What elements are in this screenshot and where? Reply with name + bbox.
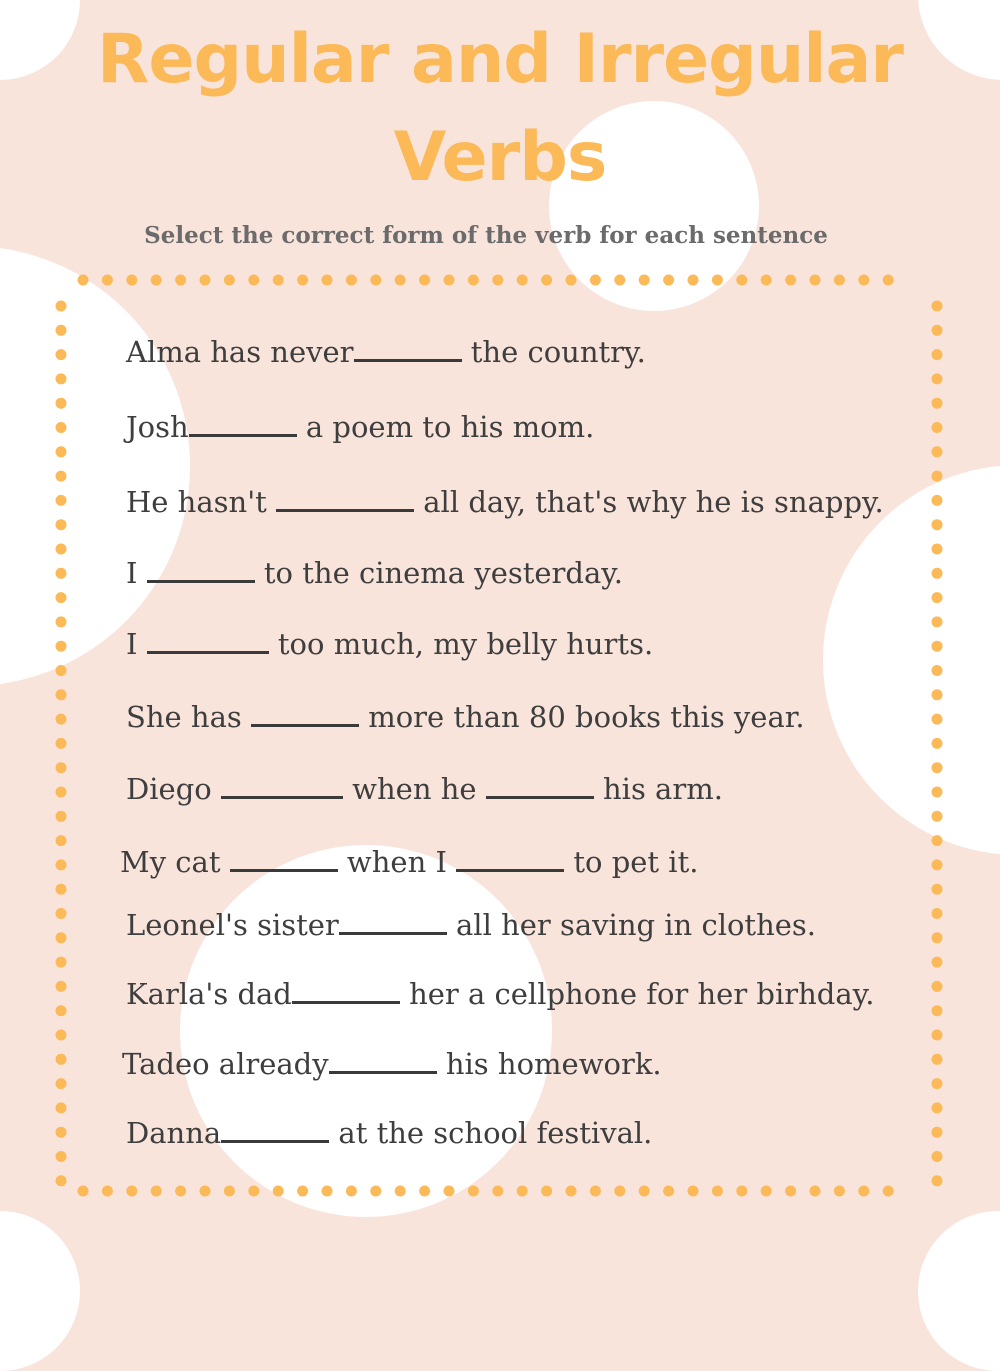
border-dot <box>517 275 528 286</box>
border-dot <box>419 275 430 286</box>
sentence-text: Karla's dad <box>126 977 292 1011</box>
answer-blank[interactable] <box>329 1047 437 1074</box>
border-dot <box>492 1186 503 1197</box>
border-dot <box>663 1186 674 1197</box>
border-dot <box>370 275 381 286</box>
sentence-12 <box>126 1116 652 1150</box>
border-dot <box>932 884 943 895</box>
border-dot <box>248 275 259 286</box>
sentence-7 <box>126 772 723 806</box>
border-dot <box>151 1186 162 1197</box>
border-dot <box>932 1078 943 1089</box>
border-dot <box>468 275 479 286</box>
border-dot <box>56 1005 67 1016</box>
border-dot <box>56 738 67 749</box>
sentence-text: I <box>126 556 147 590</box>
border-dot <box>151 275 162 286</box>
sentence-3 <box>126 485 884 519</box>
sentence-text: more than 80 books this year. <box>359 700 805 734</box>
border-dot <box>444 275 455 286</box>
sentence-text: to the cinema yesterday. <box>254 556 624 590</box>
decorative-circle <box>0 246 190 686</box>
sentence-text: to pet it. <box>564 845 699 879</box>
sentence-10 <box>126 977 874 1011</box>
decorative-circle <box>180 845 552 1217</box>
border-dot <box>858 275 869 286</box>
sentence-text: all her saving in clothes. <box>446 908 817 942</box>
border-dot <box>736 275 747 286</box>
border-dot <box>56 908 67 919</box>
border-dot <box>273 275 284 286</box>
border-dot <box>883 1186 894 1197</box>
sentence-text: all day, that's why he is snappy. <box>414 485 884 519</box>
sentence-text: a poem to his mom. <box>296 410 595 444</box>
border-dot <box>566 1186 577 1197</box>
answer-blank[interactable] <box>251 700 359 727</box>
border-dot <box>56 932 67 943</box>
border-dot <box>56 1054 67 1065</box>
border-dot <box>56 884 67 895</box>
sentence-text: too much, my belly hurts. <box>268 627 654 661</box>
border-dot <box>346 275 357 286</box>
border-dot <box>932 446 943 457</box>
border-dot <box>785 1186 796 1197</box>
border-dot <box>932 325 943 336</box>
sentence-1 <box>126 335 646 369</box>
sentence-text: Josh <box>126 410 189 444</box>
border-dot <box>126 1186 137 1197</box>
border-dot <box>736 1186 747 1197</box>
border-dot <box>932 908 943 919</box>
border-dot <box>200 275 211 286</box>
answer-blank[interactable] <box>354 335 462 362</box>
border-dot <box>932 349 943 360</box>
border-dot <box>810 275 821 286</box>
page-title-line-1: Regular and Irregular <box>97 20 903 99</box>
border-dot <box>56 1102 67 1113</box>
border-dot <box>102 275 113 286</box>
sentence-text: his arm. <box>593 772 723 806</box>
border-dot <box>541 1186 552 1197</box>
border-dot <box>566 275 577 286</box>
border-dot <box>175 1186 186 1197</box>
sentence-6 <box>126 700 805 734</box>
sentence-text: I <box>126 627 147 661</box>
border-dot <box>175 275 186 286</box>
border-dot <box>56 981 67 992</box>
border-dot <box>200 1186 211 1197</box>
border-dot <box>639 1186 650 1197</box>
sentence-11 <box>122 1047 662 1081</box>
border-dot <box>517 1186 528 1197</box>
border-dot <box>56 811 67 822</box>
sentence-text: Danna <box>126 1116 222 1150</box>
sentence-text: Tadeo already <box>122 1047 329 1081</box>
border-dot <box>322 275 333 286</box>
border-dot <box>468 1186 479 1197</box>
sentence-text: his homework. <box>436 1047 662 1081</box>
border-dot <box>932 1030 943 1041</box>
instructions: Select the correct form of the verb for each sentence <box>144 222 828 249</box>
sentence-text: the country. <box>461 335 646 369</box>
border-dot <box>56 689 67 700</box>
border-dot <box>78 1186 89 1197</box>
border-dot <box>883 275 894 286</box>
decorative-circle <box>823 465 1000 855</box>
border-dot <box>761 275 772 286</box>
border-dot <box>126 275 137 286</box>
border-dot <box>932 373 943 384</box>
sentence-2 <box>126 410 594 444</box>
sentence-text: when he <box>342 772 486 806</box>
border-dot <box>248 1186 259 1197</box>
decorative-circle <box>918 1211 1000 1371</box>
sentence-text: She has <box>126 700 251 734</box>
border-dot <box>932 957 943 968</box>
border-dot <box>541 275 552 286</box>
border-dot <box>297 275 308 286</box>
border-dot <box>932 1054 943 1065</box>
border-dot <box>834 1186 845 1197</box>
border-dot <box>932 1151 943 1162</box>
border-dot <box>932 301 943 312</box>
answer-blank[interactable] <box>230 845 338 872</box>
answer-blank[interactable] <box>276 485 414 512</box>
border-dot <box>834 275 845 286</box>
sentence-text: Alma has never <box>126 335 354 369</box>
border-dot <box>56 1030 67 1041</box>
border-dot <box>56 1127 67 1138</box>
answer-blank[interactable] <box>221 1116 329 1143</box>
border-dot <box>932 932 943 943</box>
sentence-9 <box>126 908 816 942</box>
answer-blank[interactable] <box>292 977 400 1004</box>
sentence-text: Leonel's sister <box>126 908 339 942</box>
border-dot <box>932 859 943 870</box>
border-dot <box>224 275 235 286</box>
answer-blank[interactable] <box>221 772 343 799</box>
answer-blank[interactable] <box>339 908 447 935</box>
sentence-text: when I <box>337 845 457 879</box>
answer-blank[interactable] <box>486 772 594 799</box>
border-dot <box>712 1186 723 1197</box>
border-dot <box>56 1151 67 1162</box>
answer-blank[interactable] <box>456 845 564 872</box>
decorative-circle <box>0 1211 80 1371</box>
border-dot <box>492 275 503 286</box>
border-dot <box>590 1186 601 1197</box>
border-dot <box>56 762 67 773</box>
border-dot <box>56 787 67 798</box>
sentence-text: My cat <box>120 845 230 879</box>
border-dot <box>102 1186 113 1197</box>
border-dot <box>56 835 67 846</box>
sentence-text: Diego <box>126 772 221 806</box>
border-dot <box>688 1186 699 1197</box>
border-dot <box>761 1186 772 1197</box>
border-dot <box>56 859 67 870</box>
border-dot <box>932 1127 943 1138</box>
border-dot <box>932 1175 943 1186</box>
border-dot <box>858 1186 869 1197</box>
border-dot <box>932 981 943 992</box>
sentence-text: He hasn't <box>126 485 277 519</box>
border-dot <box>810 1186 821 1197</box>
border-dot <box>932 398 943 409</box>
sentence-text: her a cellphone for her birhday. <box>399 977 875 1011</box>
answer-blank[interactable] <box>189 410 297 437</box>
border-dot <box>932 422 943 433</box>
border-dot <box>785 275 796 286</box>
border-dot <box>932 1102 943 1113</box>
border-dot <box>614 1186 625 1197</box>
sentence-4 <box>126 556 623 590</box>
border-dot <box>56 1078 67 1089</box>
border-dot <box>932 1005 943 1016</box>
border-dot <box>56 714 67 725</box>
border-dot <box>56 1175 67 1186</box>
sentence-text: at the school festival. <box>329 1116 653 1150</box>
answer-blank[interactable] <box>147 556 255 583</box>
border-dot <box>224 1186 235 1197</box>
sentence-8 <box>120 845 698 879</box>
border-dot <box>395 275 406 286</box>
border-dot <box>56 957 67 968</box>
answer-blank[interactable] <box>147 627 269 654</box>
page-title-line-2: Verbs <box>393 118 607 197</box>
sentence-5 <box>126 627 653 661</box>
